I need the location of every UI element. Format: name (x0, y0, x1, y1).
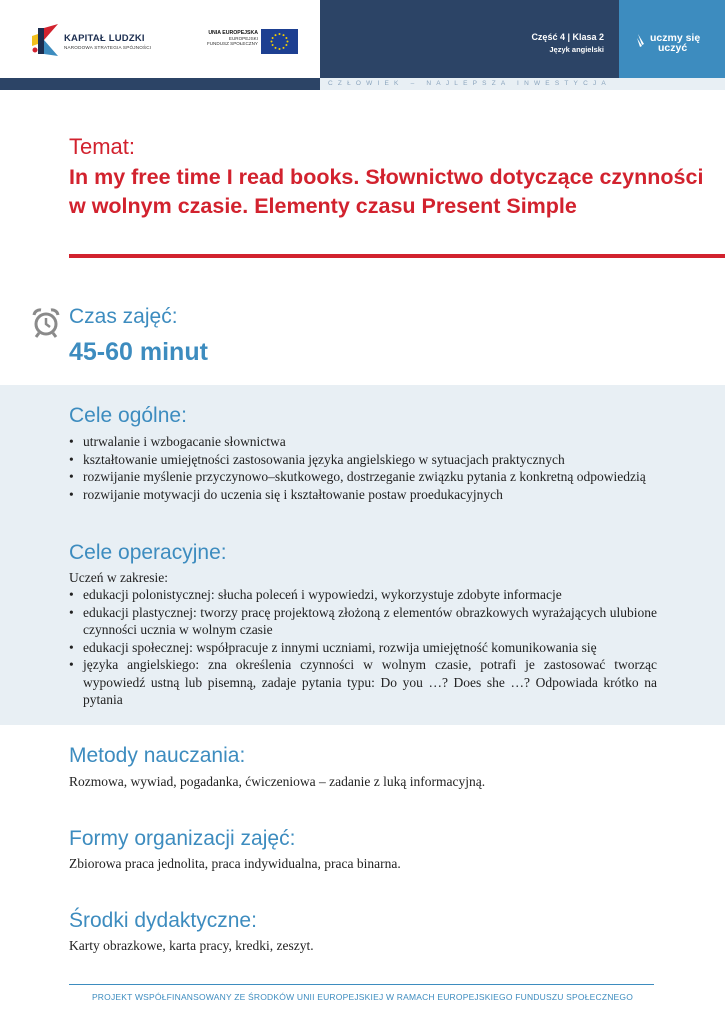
eu-label-line3: FUNDUSZ SPOŁECZNY (206, 41, 258, 46)
footer-divider (69, 984, 654, 985)
brand-line1: uczmy się (650, 32, 701, 44)
footer-text: PROJEKT WSPÓŁFINANSOWANY ZE ŚRODKÓW UNII EUROPEJSKIEJ W RAMACH EUROPEJSKIEGO FUNDUSZU SPOŁECZNEGO (91, 992, 634, 1002)
list-item: • edukacji polonistycznej: słucha poleceń i wypowiedzi, wykorzystuje zdobyte informacje (69, 586, 657, 604)
methods-heading: Metody nauczania: (69, 744, 246, 767)
resources-heading: Środki dydaktyczne: (69, 909, 257, 932)
operational-goals-list (69, 586, 657, 709)
kapital-ludzki-subtitle: NARODOWA STRATEGIA SPÓJNOŚCI (64, 45, 152, 50)
eu-label (196, 30, 258, 46)
general-goals-list (69, 433, 657, 503)
header-course-info (320, 32, 604, 54)
topic-label: Temat: (69, 134, 136, 159)
eu-flag-icon (261, 29, 298, 54)
forms-text: Zbiorowa praca jednolita, praca indywidualna, praca binarna. (69, 856, 401, 871)
alarm-clock-icon (31, 307, 61, 339)
methods-text: Rozmowa, wywiad, pogadanka, ćwiczeniowa – zadanie z luką informacyjną. (69, 774, 486, 789)
topic-divider (69, 254, 725, 258)
list-item: • kształtowanie umiejętności zastosowania języka angielskiego w sytuacjach praktycznych (69, 451, 657, 469)
list-item: • edukacji społecznej: współpracuje z innymi uczniami, rozwija umiejętność komunikowania się (69, 639, 657, 657)
operational-goals-heading: Cele operacyjne: (69, 541, 227, 564)
list-item: • rozwijanie myślenie przyczynowo–skutkowego, dostrzeganie związku pytania z konkretną odpowiedzią (69, 468, 657, 486)
list-item: • utrwalanie i wzbogacanie słownictwa (69, 433, 657, 451)
kapital-ludzki-logo-icon (30, 24, 60, 58)
brand-line2: uczyć (658, 42, 688, 54)
header-strip-left (0, 78, 320, 90)
list-item: • edukacji plastycznej: tworzy pracę projektową złożoną z elementów obrazkowych wyrażających ulubione czynności ucznia w wolnym czasie (69, 604, 657, 639)
kapital-ludzki-logo (30, 24, 160, 58)
uczmy-sie-uczyc-logo (636, 32, 716, 58)
eu-label-line1: UNIA EUROPEJSKA (208, 30, 258, 36)
header-slogan: CZŁOWIEK – NAJLEPSZA INWESTYCJA (328, 80, 611, 87)
general-goals-heading: Cele ogólne: (69, 404, 187, 427)
topic-title: In my free time I read books. Słownictwo dotyczące czynności w wolnym czasie. Elementy czasu Present Simple (69, 165, 704, 218)
eu-label-line2: EUROPEJSKI (228, 36, 258, 41)
time-label: Czas zajęć: (69, 305, 178, 328)
forms-heading: Formy organizacji zajęć: (69, 827, 296, 850)
time-value: 45-60 minut (69, 338, 208, 366)
kapital-ludzki-title: KAPITAŁ LUDZKI (64, 33, 145, 44)
uczmy-sie-pen-icon (636, 32, 650, 52)
list-item: • języka angielskiego: zna określenia czynności w wolnym czasie, potrafi je zastosować tworząc wypowiedź ustną lub pisemną, zadaje pytania typu: Do you …? Does she …? Odpowiada krótko na pytania (69, 656, 657, 709)
resources-text: Karty obrazkowe, karta pracy, kredki, zeszyt. (69, 938, 314, 953)
part-class-label: Część 4 | Klasa 2 (531, 32, 604, 42)
list-item: • rozwijanie motywacji do uczenia się i kształtowanie postaw proedukacyjnych (69, 486, 657, 504)
operational-goals-intro: Uczeń w zakresie: (69, 570, 168, 585)
subject-label: Język angielski (549, 45, 604, 54)
page-header (0, 0, 725, 90)
